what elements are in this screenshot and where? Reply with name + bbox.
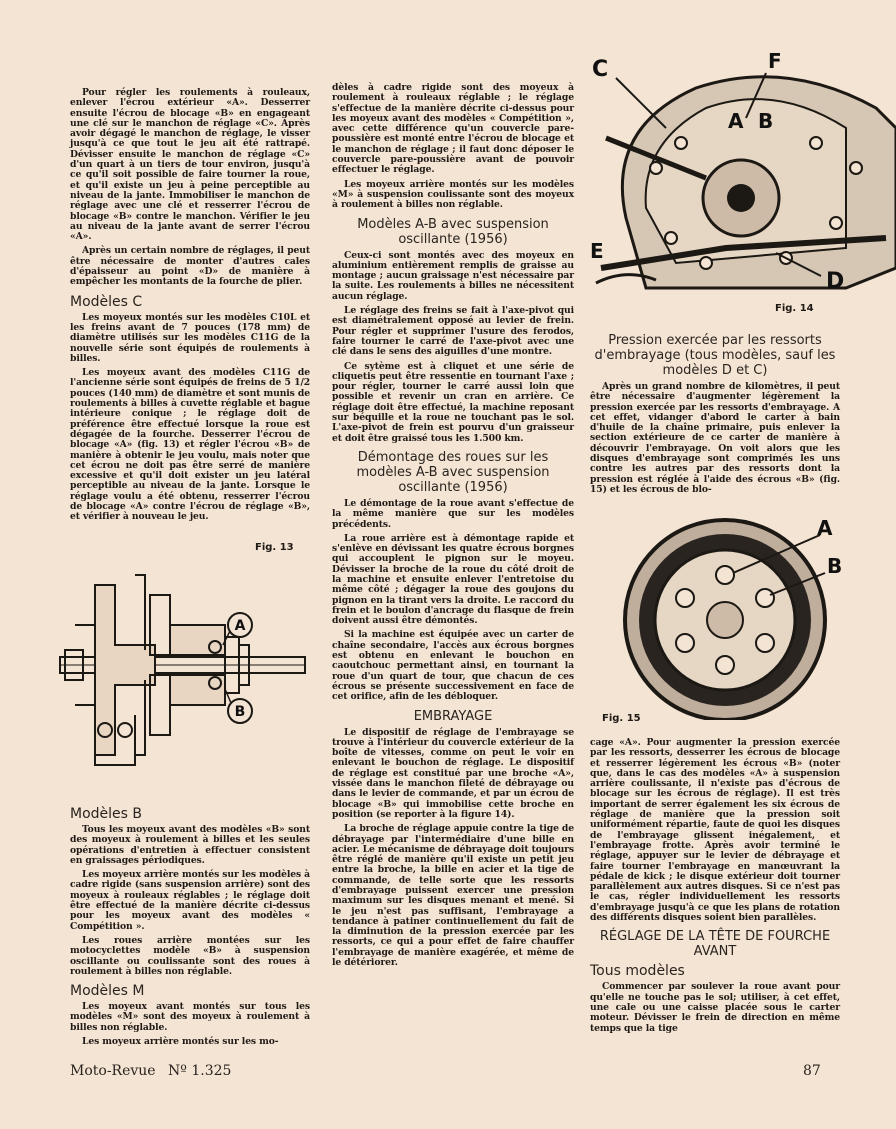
intro-paragraph-1: Pour régler les roulements à rouleaux, enlever l'écrou extérieur «A». Desserrer ensuite l'écrou de blocage «B» en engageant une clé sur le manchon de réglage «C». Après avoir dégagé le manchon de réglage, le visser jusqu'à ce que tout le jeu ait été rattrapé. Dévisser ensuite le manchon de réglage «C» d'un quart à un tiers de tour environ, jusqu'à ce qu'il soit possible de faire tourner la roue, et qu'il existe un jeu à peine perceptible au niveau de la jante. Immobiliser le manchon de réglage avec une clé et resserrer l'écrou de blocage «B» contre le manchon. Vérifier le jeu au niveau de la jante avant de serrer l'écrou «A». bbox=[70, 87, 310, 243]
issue-number: Nº 1.325 bbox=[168, 1063, 232, 1079]
fig15-label-a: A bbox=[817, 516, 833, 540]
footer-magazine bbox=[70, 1063, 231, 1079]
modeles-ab-paragraph-2: Le réglage des freins se fait à l'axe-pivot qui est diamétralement opposé au levier de frein. Pour régler et supprimer l'usure des ferodos, faire tourner le carré de l'axe-pivot avec une clé dans le sens des aiguilles d'une montre. bbox=[332, 305, 574, 358]
modeles-b-paragraph-2: Les moyeux arrière montés sur les modèles à cadre rigide (sans suspension arrière) sont des moyeux à rouleaux réglables ; le réglage doit être effectué de la manière décrite ci-dessus pour les moyeux avant des modèles « Compétition ». bbox=[70, 869, 310, 932]
heading-demontage: Démontage des roues sur les modèles A-B avec suspension oscillante (1956) bbox=[356, 449, 550, 495]
modeles-m-paragraph-1: Les moyeux avant montés sur tous les modèles «M» sont des moyeux à roulement à billes non réglable. bbox=[70, 1001, 310, 1033]
fig15-caption: Fig. 15 bbox=[602, 713, 641, 724]
after-fig15-paragraph-1: cage «A». Pour augmenter la pression exercée par les ressorts, desserrer les écrous de blocage et resserrer légèrement les écrous «B» (noter que, dans le cas des modèles «A» à suspension arrière coulissante, il n'existe pas d'écrous de blocage sur les écrous de réglage). Il est très important de serrer également les six écrous de réglage de manière que la pression soit uniformément répartie, faute de quoi les disques de l'embrayage glissent inégalement, et l'embrayage frotte. Après avoir terminé le réglage, appuyer sur le levier de débrayage et faire tourner l'embrayage en manœuvrant la pédale de kick ; le disque extérieur doit tourner parallèlement aux autres disques. Si ce n'est pas le cas, régler individuellement les ressorts d'embrayage jusqu'à ce que les plans de rotation des différents disques soient bien parallèles. bbox=[590, 737, 840, 924]
modeles-m-paragraph-2: Les moyeux arrière montés sur les mo- bbox=[82, 1036, 279, 1048]
fig13-hub-diagram bbox=[55, 565, 315, 785]
fig15-label-b: B bbox=[827, 554, 843, 578]
demontage-paragraph-1: Le démontage de la roue avant s'effectue de la même manière que sur les modèles précédents. bbox=[332, 497, 574, 530]
fig13-label-b: B bbox=[234, 704, 246, 720]
fig14-caption: Fig. 14 bbox=[775, 303, 814, 314]
column-3-upper bbox=[590, 327, 840, 499]
column2-top-paragraph-1: dèles à cadre rigide sont des moyeux à roulement à rouleaux réglable ; le réglage s'effectue de la manière décrite ci-dessus pour les moyeux avant des modèles « Compétition », avec cette différence qu'un couvercle pare-poussière est monté entre l'écrou de blocage et le manchon de réglage ; il faut donc déposer le couvercle pare-poussière avant de pouvoir effectuer le réglage. bbox=[332, 82, 574, 176]
modeles-b-paragraph-1: Tous les moyeux avant des modèles «B» sont des moyeux à roulement à billes et les seules opérations d'entretien à effectuer consistent en graissages périodiques. bbox=[70, 824, 310, 866]
fig14-label-b: B bbox=[758, 109, 774, 133]
fig13-caption: Fig. 13 bbox=[255, 542, 294, 553]
fig14-label-d: D bbox=[826, 269, 845, 294]
modeles-b-paragraph-3: Les roues arrière montées sur les motocyclettes modèle «B» à suspension oscillante ou coulissante sont des roues à roulement à billes non réglable. bbox=[70, 934, 310, 977]
embrayage-paragraph-1: Le dispositif de réglage de l'embrayage se trouve à l'intérieur du couvercle extérieur de la boîte de vitesses, comme on peut le voir en enlevant le bouchon de réglage. Le dispositif de réglage est constitué par une broche «A», vissée dans le manchon fileté de débrayage ou dans le levier de commande, et par un écrou de blocage «B» qui immobilise cette broche en position (se reporter à la figure 14). bbox=[332, 726, 574, 820]
heading-pression: Pression exercée par les ressorts d'embrayage (tous modèles, sauf les modèles D et C) bbox=[594, 333, 836, 378]
subheading-tous-modeles: Tous modèles bbox=[590, 963, 685, 980]
intro-paragraph-2: Après un certain nombre de réglages, il peut être nécessaire de monter d'autres cales d'épaisseur au point «D» de manière à empêcher les montants de la fourche de plier. bbox=[70, 245, 310, 288]
fig15-clutch-springs-photo bbox=[595, 505, 865, 720]
heading-modeles-ab: Modèles A-B avec suspension oscillante (1956) bbox=[357, 216, 549, 247]
fig14-label-c: C bbox=[592, 57, 609, 82]
modeles-c-paragraph-2: Les moyeux avant des modèles C11G de l'ancienne série sont équipés de freins de 5 1/2 pouces (140 mm) de diamètre et sont munis de roulements à billes à cuvette réglable et bague intérieure conique ; le réglage doit de préférence être effectué lorsque la roue est dégagée de la fourche. Desserrer l'écrou de blocage «A» (fig. 13) et régler l'écrou «B» de manière à obtenir le jeu voulu, mais noter que cet écrou ne doit pas être serré de manière excessive et qu'il doit exister un jeu latéral perceptible au niveau de la jante. Lorsque le réglage voulu a été obtenu, resserrer l'écrou de blocage «A» contre l'écrou de réglage «B», et vérifier à nouveau le jeu. bbox=[70, 367, 310, 523]
column-3-lower bbox=[590, 738, 840, 1038]
page-number: 87 bbox=[803, 1063, 821, 1079]
fig14-label-e: E bbox=[590, 239, 604, 263]
pression-paragraph-1: Après un grand nombre de kilomètres, il peut être nécessaire d'augmenter légèrement la pression exercée par les ressorts d'embrayage. A cet effet, vidanger d'abord le carter à bain d'huile de la chaîne primaire, puis enlever la section extérieure de ce carter de manière à découvrir l'embrayage. On voit alors que les disques d'embrayage sont comprimés les uns contre les autres par des ressorts dont la pression est réglée à l'aide des écrous «B» (fig. 15) et les écrous de blo- bbox=[590, 381, 840, 495]
modeles-c-paragraph-1: Les moyeux montés sur les modèles C10L et les freins avant de 7 pouces (178 mm) de diamètre utilisés sur les modèles C11G de la nouvelle série sont équipés de roulements à billes. bbox=[70, 311, 310, 364]
heading-modeles-m: Modèles M bbox=[70, 983, 145, 1000]
modeles-ab-paragraph-1: Ceux-ci sont montés avec des moyeux en aluminium entièrement remplis de graisse au montage ; aucun graissage n'est nécessaire par la suite. Les roulements à billes ne nécessitent aucun réglage. bbox=[332, 249, 574, 302]
embrayage-paragraph-2: La broche de réglage appuie contre la tige de débrayage par l'intermédiaire d'une bille en acier. Le mécanisme de débrayage doit toujours être réglé de manière qu'il existe un petit jeu entre la broche, la bille en acier et la tige de commande, de telle sorte que les ressorts d'embrayage puissent exercer une pression maximum sur les disques menant et mené. Si le jeu n'est pas suffisant, l'embrayage a tendance à patiner continuellement du fait de la diminution de la pression exercée par les ressorts, ce qui a pour effet de faire chauffer l'embrayage de manière exagérée, et même de le détériorer. bbox=[332, 823, 574, 969]
fig13-label-a: A bbox=[234, 618, 246, 634]
heading-embrayage: EMBRAYAGE bbox=[413, 708, 493, 724]
column-2 bbox=[332, 83, 574, 972]
heading-modeles-b: Modèles B bbox=[70, 806, 142, 822]
fig14-label-a: A bbox=[728, 109, 744, 133]
fig14-label-f: F bbox=[768, 49, 782, 73]
column2-top-paragraph-2: Les moyeux arrière montés sur les modèles «M» à suspension coulissante sont des moyeux à roulement à billes non réglable. bbox=[332, 178, 574, 211]
magazine-name: Moto-Revue bbox=[70, 1063, 156, 1079]
column-1-lower bbox=[70, 800, 310, 1051]
reglage-paragraph-1: Commencer par soulever la roue avant pour qu'elle ne touche pas le sol; utiliser, à cet effet, une cale ou une caisse placée sous le carter moteur. Dévisser le frein de direction en même temps que la tige bbox=[590, 981, 840, 1034]
column-1 bbox=[70, 88, 310, 527]
modeles-ab-paragraph-3: Ce sytème est à cliquet et une série de cliquetis peut être ressentie en tournant l'axe ; pour régler, tourner le carré aussi loin que possible et revenir un cran en arrière. Ce réglage doit être effectué, la machine reposant sur béquille et la roue ne touchant pas le sol. L'axe-pivot de frein est pourvu d'un graisseur et doit être graissé tous les 1.500 km. bbox=[332, 360, 574, 444]
demontage-paragraph-3: Si la machine est équipée avec un carter de chaîne secondaire, l'accès aux écrous borgnes est obtenu en enlevant le bouchon en caoutchouc permettant ainsi, en tournant la roue d'un quart de tour, que chacun de ces écrous se présente successivement en face de cet orifice, afin de les débloquer. bbox=[332, 629, 574, 703]
fig14-clutch-cover-photo bbox=[586, 48, 896, 298]
heading-reglage: RÉGLAGE DE LA TÊTE DE FOURCHE AVANT bbox=[599, 929, 831, 960]
demontage-paragraph-2: La roue arrière est à démontage rapide et s'enlève en dévissant les quatre écrous borgnes qui accouplent le pignon sur le moyeu. Dévisser la broche de la roue du côté droit de la machine et ensuite enlever l'entretoise du même côté ; dégager la roue des goujons du pignon en la tirant vers la droite. Le raccord du frein et le boulon d'ancrage du flasque de frein doivent aussi être démontés. bbox=[332, 532, 574, 627]
heading-modeles-c: Modèles C bbox=[70, 293, 143, 310]
